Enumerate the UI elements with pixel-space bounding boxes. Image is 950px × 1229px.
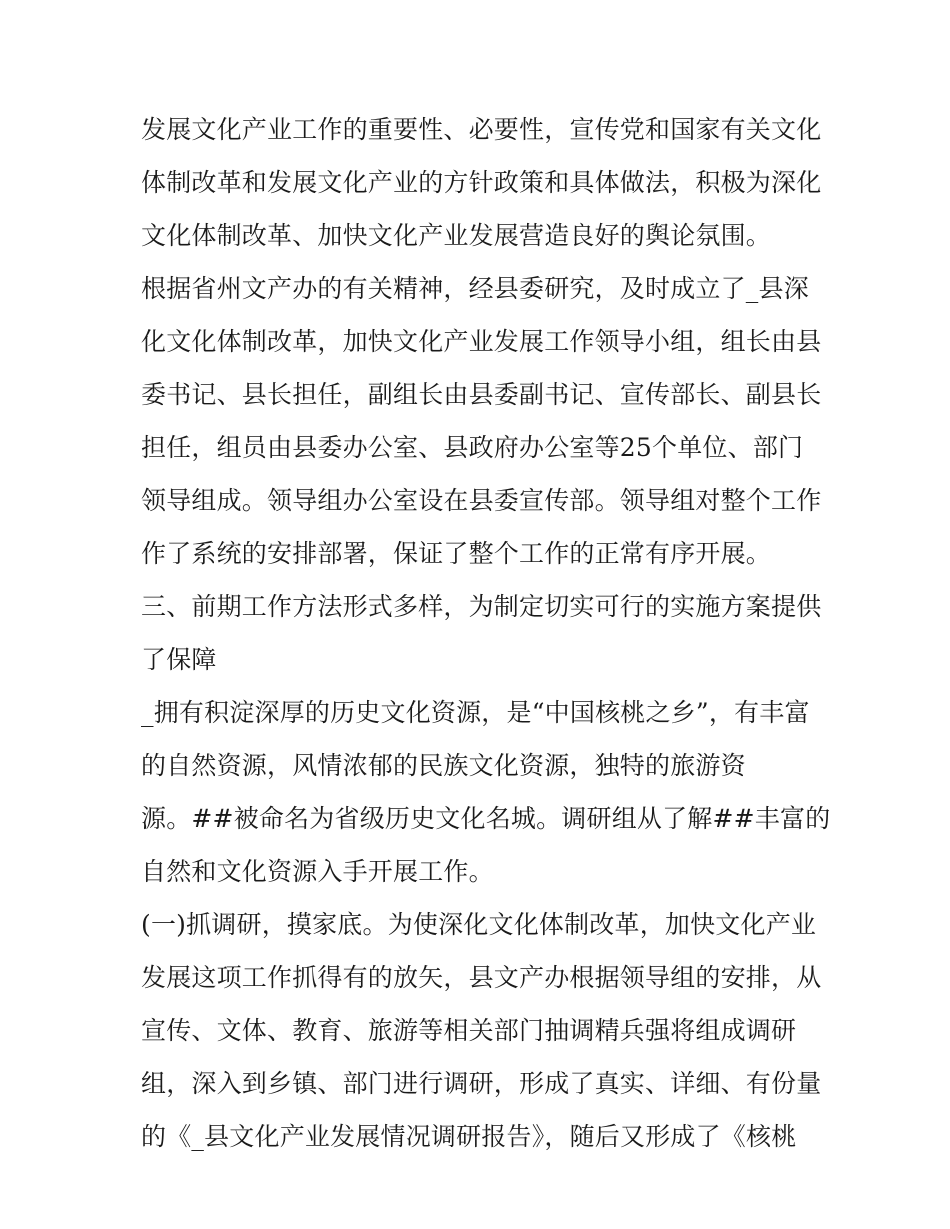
paragraph-propaganda — [141, 103, 821, 262]
text-line: 化文化体制改革，加快文化产业发展工作领导小组，组长由县 — [141, 327, 822, 356]
text-line: 的《_县文化产业发展情况调研报告》，随后又形成了《核桃 — [141, 1122, 797, 1151]
text-line: 体制改革和发展文化产业的方针政策和具体做法，积极为深化 — [141, 168, 822, 197]
text-line: 源。##被命名为省级历史文化名城。调研组从了解##丰富的 — [141, 804, 831, 833]
text-line: 作了系统的安排部署，保证了整个工作的正常有序开展。 — [141, 539, 772, 568]
text-line: _拥有积淀深厚的历史文化资源，是“中国核桃之乡”，有丰富 — [141, 698, 810, 727]
paragraph-leading-group — [141, 262, 821, 580]
text-line: 担任，组员由县委办公室、县政府办公室等25个单位、部门 — [141, 433, 804, 462]
text-line: 根据省州文产办的有关精神，经县委研究，及时成立了_县深 — [141, 274, 809, 303]
text-line: 了保障 — [141, 645, 217, 674]
text-line: 组，深入到乡镇、部门进行调研，形成了真实、详细、有份量 — [141, 1069, 822, 1098]
text-line: 三、前期工作方法形式多样，为制定切实可行的实施方案提供 — [141, 592, 822, 621]
text-line: 文化体制改革、加快文化产业发展营造良好的舆论氛围。 — [141, 221, 772, 250]
paragraph-research — [141, 898, 821, 1163]
text-line: 领导组成。领导组办公室设在县委宣传部。领导组对整个工作 — [141, 486, 822, 515]
document-body — [141, 103, 831, 1163]
text-line: 自然和文化资源入手开展工作。 — [141, 857, 494, 886]
text-line: 的自然资源，风情浓郁的民族文化资源，独特的旅游资 — [141, 751, 746, 780]
text-line: 发展文化产业工作的重要性、必要性，宣传党和国家有关文化 — [141, 115, 822, 144]
paragraph-cultural-resources — [141, 686, 831, 898]
text-line: 发展这项工作抓得有的放矢，县文产办根据领导组的安排，从 — [141, 963, 822, 992]
text-line: 宣传、文体、教育、旅游等相关部门抽调精兵强将组成调研 — [141, 1016, 797, 1045]
text-line: 委书记、县长担任，副组长由县委副书记、宣传部长、副县长 — [141, 380, 822, 409]
section-heading-three — [141, 580, 821, 686]
text-line: (一)抓调研，摸家底。为使深化文化体制改革，加快文化产业 — [141, 910, 817, 939]
